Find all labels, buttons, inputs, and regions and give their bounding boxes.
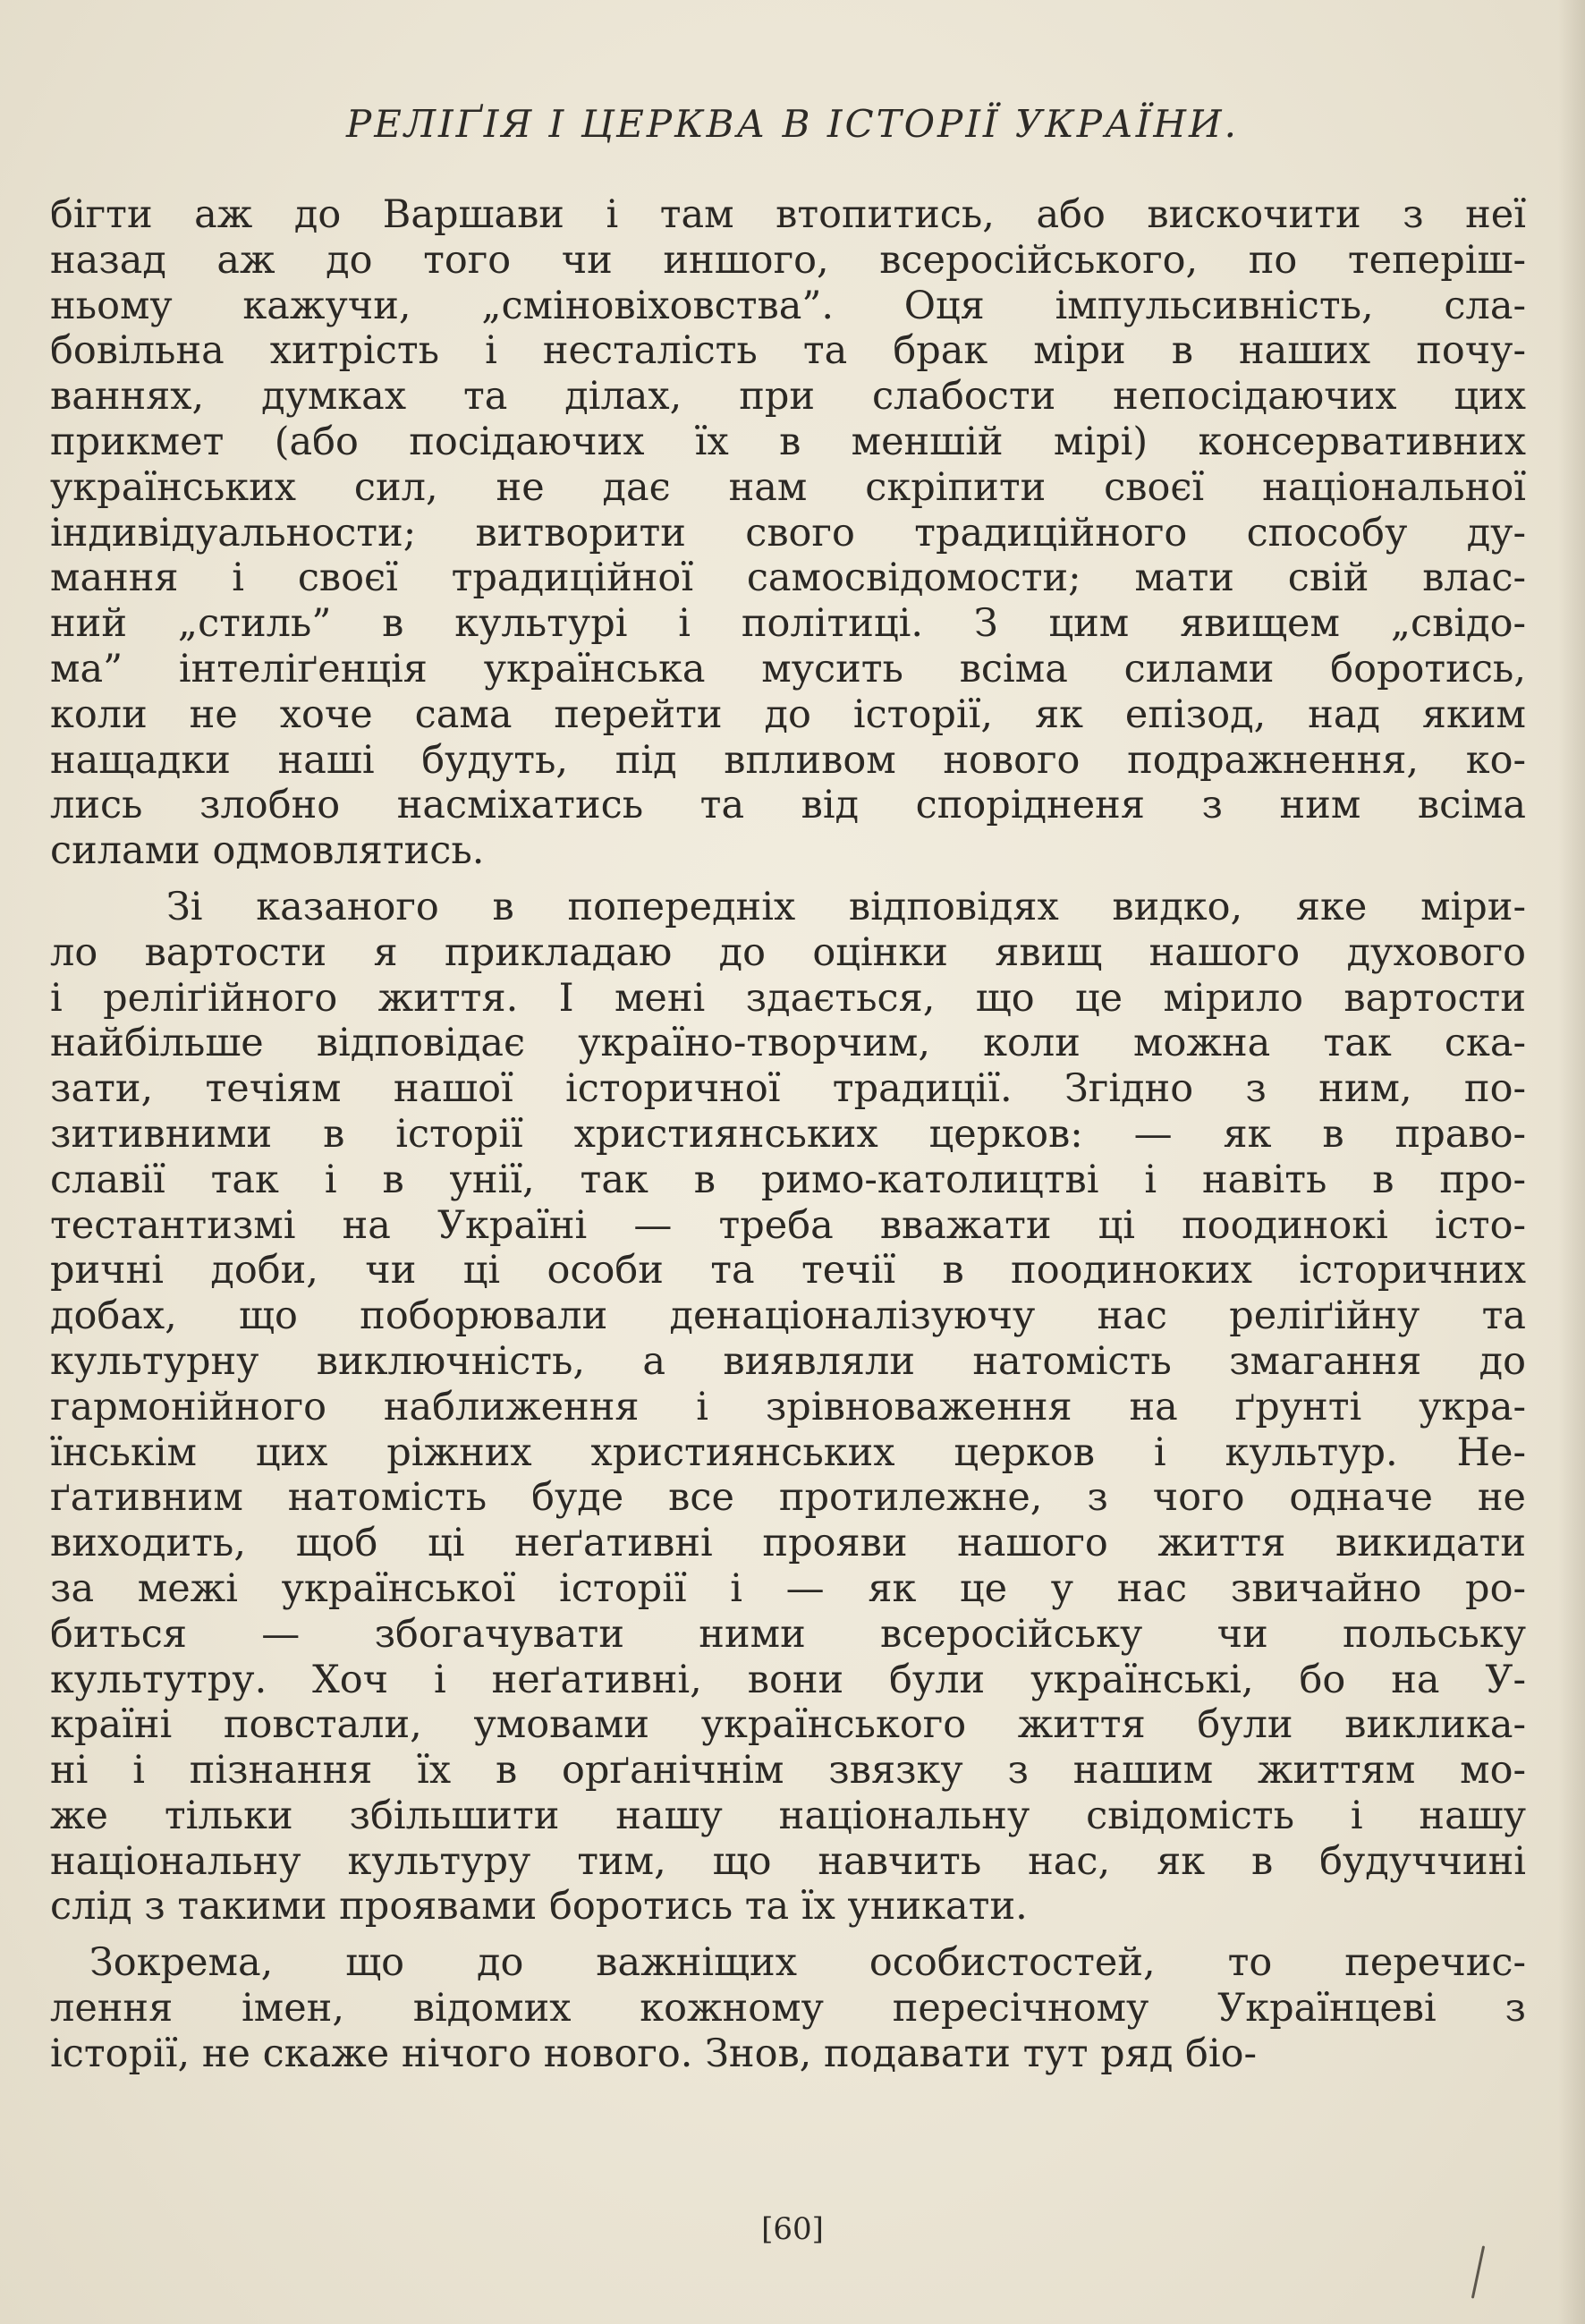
text-line: ньому кажучи, „сміновіховства”. Оця імпульсивність, сла- xyxy=(50,283,1526,328)
text-line: мання і своєї традиційної самосвідомости; мати свій влас- xyxy=(50,556,1526,601)
text-line: гармонійного наближення і зрівноваження на ґрунті укра- xyxy=(50,1384,1526,1429)
text-line: зитивними в історії християнських церков: — як в право- xyxy=(50,1111,1526,1157)
text-line: ні і пізнання їх в орґанічнім звязку з нашим життям мо- xyxy=(50,1748,1526,1794)
text-line: биться — збогачувати ними всеросійську чи польську xyxy=(50,1611,1526,1657)
text-line: їнськім цих ріжних християнських церков і культур. Не- xyxy=(50,1429,1526,1475)
paragraph-1 xyxy=(50,192,1526,874)
text-line: культутру. Хоч і неґативні, вони були українські, бо на У- xyxy=(50,1657,1526,1702)
text-line: українських сил, не дає нам скріпити своєї національної xyxy=(50,464,1526,510)
text-line: тестантизмі на Україні — треба вважати ці поодинокі істо- xyxy=(50,1202,1526,1248)
text-line: національну культуру тим, що навчить нас, як в будуччині xyxy=(50,1838,1526,1884)
page-edge-shadow xyxy=(1558,0,1585,2324)
text-line: прикмет (або посідаючих їх в меншій мірі) консервативних xyxy=(50,419,1526,464)
text-line: Зокрема, що до важніщих особистостей, то перечис- xyxy=(89,1940,1526,1986)
text-line: нащадки наші будуть, під впливом нового подражнення, ко- xyxy=(50,737,1526,783)
text-line: країні повстали, умовами українського життя були виклика- xyxy=(50,1702,1526,1748)
text-line: лення імен, відомих кожному пересічному Українцеві з xyxy=(50,1986,1526,2031)
text-line: за межі української історії і — як це у нас звичайно ро- xyxy=(50,1565,1526,1611)
text-line: ний „стиль” в культурі і політиці. З цим явищем „свідо- xyxy=(50,601,1526,647)
paragraph-3 xyxy=(50,1940,1526,2076)
text-line: назад аж до того чи иншого, всеросійського, по теперіш- xyxy=(50,237,1526,283)
text-line: ґативним натомість буде все протилежне, з чого одначе не xyxy=(50,1475,1526,1521)
text-line: ваннях, думках та ділах, при слабости непосідаючих цих xyxy=(50,374,1526,420)
text-line: Зі казаного в попередніх відповідях видко, яке міри- xyxy=(166,884,1526,929)
text-line: найбільше відповідає україно-творчим, коли можна так ска- xyxy=(50,1021,1526,1066)
text-line: виходить, щоб ці неґативні прояви нашого життя викидати xyxy=(50,1521,1526,1566)
text-line: славії так і в унії, так в римо-католицтві і навіть в про- xyxy=(50,1157,1526,1202)
text-line: бігти аж до Варшави і там втопитись, або вискочити з неї xyxy=(50,192,1526,237)
text-line: ма” інтеліґенція українська мусить всіма силами боротись, xyxy=(50,646,1526,691)
page-number: [60] xyxy=(761,2211,824,2247)
text-line: культурну виключність, а виявляли натомість змагання до xyxy=(50,1338,1526,1384)
text-line: ричні доби, чи ці особи та течії в поодиноких історичних xyxy=(50,1248,1526,1293)
text-line: коли не хоче сама перейти до історії, як епізод, над яким xyxy=(50,691,1526,737)
text-line: історії, не скаже нічого нового. Знов, подавати тут ряд біо- xyxy=(50,2031,1258,2076)
text-line: і реліґійного життя. І мені здається, що це мірило вартости xyxy=(50,975,1526,1021)
text-line: добах, що поборювали денаціоналізуючу нас реліґійну та xyxy=(50,1293,1526,1339)
paragraph-2 xyxy=(50,885,1526,1930)
text-line: ло вартости я прикладаю до оцінки явищ нашого духового xyxy=(50,929,1526,975)
text-line: бовільна хитрість і несталість та брак міри в наших почу- xyxy=(50,328,1526,374)
pen-mark xyxy=(1471,2245,1485,2298)
running-title: РЕЛІҐІЯ І ЦЕРКВА В ІСТОРІЇ УКРАЇНИ. xyxy=(346,102,1239,146)
body-text xyxy=(50,192,1526,2077)
text-line: індивідуальности; витворити свого традиційного способу ду- xyxy=(50,510,1526,556)
text-line: слід з такими проявами боротись та їх уникати. xyxy=(50,1884,1028,1930)
text-line: лись злобно насміхатись та від спорідненя з ним всіма xyxy=(50,783,1526,828)
text-line: же тільки збільшити нашу національну свідомість і нашу xyxy=(50,1793,1526,1838)
text-line: зати, течіям нашої історичної традиції. Згідно з ним, по- xyxy=(50,1066,1526,1112)
text-line: силами одмовлятись. xyxy=(50,828,485,874)
